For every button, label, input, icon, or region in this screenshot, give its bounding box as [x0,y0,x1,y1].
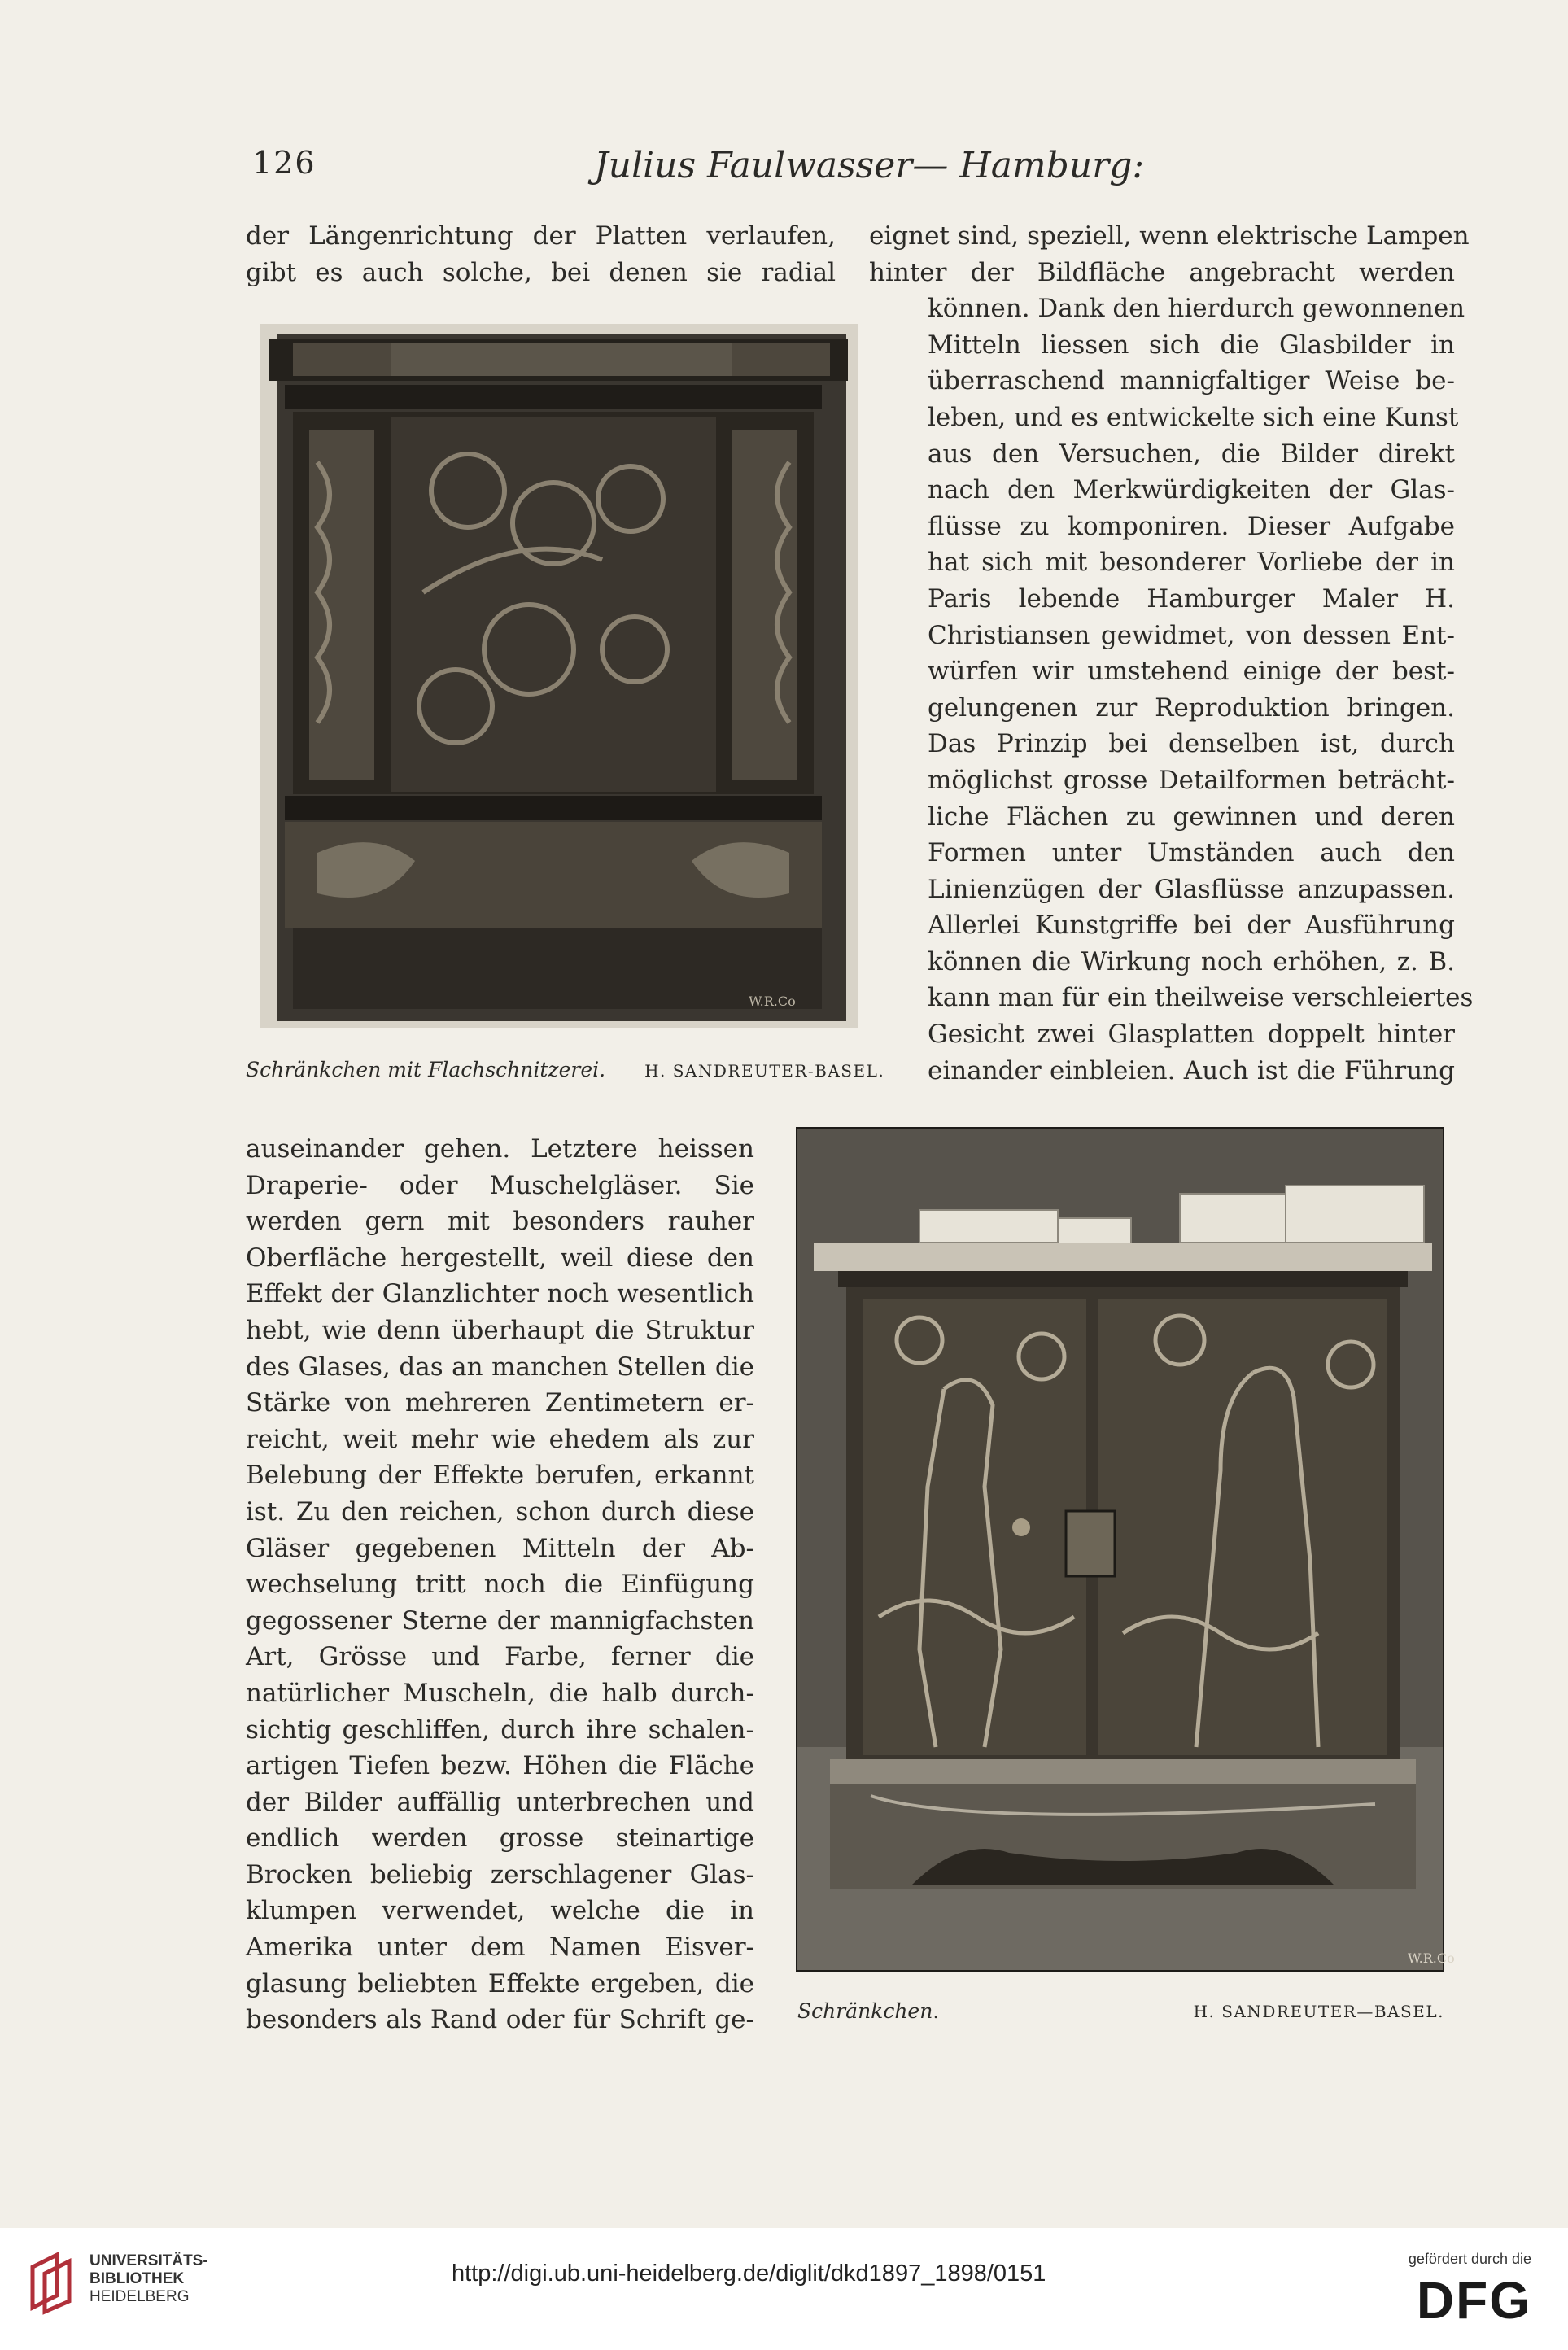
text-line: der Bilder auffällig unterbrechen und [246,1787,754,1817]
text-line: überraschend mannigfaltiger Weise be- [928,366,1455,396]
funding-label: gefördert durch die [1408,2251,1531,2267]
text-line: glasung beliebten Effekte ergeben, die [246,1968,754,1998]
text-line: Belebung der Effekte berufen, erkannt [246,1461,754,1491]
text-line: flüsse zu komponiren. Dieser Aufgabe [928,511,1455,541]
carved-cabinet-illustration [260,324,858,1028]
caption-credit: H. SANDREUTER—BASEL. [1193,2002,1444,2021]
text-line: würfen wir umstehend einige der best- [928,657,1455,687]
text-line: Formen unter Umständen auch den [928,838,1455,868]
text-line: der Längenrichtung der Platten verlaufen, [246,221,836,251]
text-line: des Glases, das an manchen Stellen die [246,1352,754,1382]
text-line: Gesicht zwei Glasplatten doppelt hinter [928,1020,1455,1050]
text-line: Amerika unter dem Namen Eisver- [246,1933,754,1963]
text-line: gelungenen zur Reproduktion bringen. [928,692,1455,723]
text-line: Stärke von mehreren Zentimetern er- [246,1388,754,1418]
library-name [90,2252,208,2306]
page-header [244,145,1465,194]
text-line: klumpen verwendet, welche die in [246,1896,754,1926]
text-line: liche Flächen zu gewinnen und deren [928,802,1455,832]
caption-title: Schränkchen mit Flachschnitzerei. [246,1058,606,1081]
figure-2-caption [797,1999,1444,2023]
text-line: Christiansen gewidmet, von dessen Ent- [928,620,1455,650]
text-line: nach den Merkwürdigkeiten der Glas- [928,475,1455,505]
text-line: besonders als Rand oder für Schrift ge- [246,2005,754,2035]
text-line: hat sich mit besonderer Vorliebe der in [928,548,1455,578]
right-column-text [869,218,1474,1089]
text-line: artigen Tiefen bezw. Höhen die Fläche [246,1751,754,1781]
text-line: aus den Versuchen, die Bilder direkt [928,439,1455,469]
text-line: Allerlei Kunstgriffe bei der Ausführung [928,911,1455,941]
text-line: Effekt der Glanzlichter noch wesentlich [246,1279,754,1309]
text-line: werden gern mit besonders rauher [246,1207,754,1237]
text-line: gibt es auch solche, bei denen sie radial [246,257,836,287]
library-name-line: BIBLIOTHEK [90,2270,185,2287]
text-line: Linienzügen der Glasflüsse anzupassen. [928,874,1455,904]
text-line: können. Dank den hierdurch gewonnenen [928,294,1465,324]
left-column-top [246,218,836,290]
cabinet-photo-2 [796,1127,1455,1972]
text-line: Art, Grösse und Farbe, ferner die [246,1642,754,1672]
left-column-bottom [246,1131,754,2038]
text-line: kann man für ein theilweise verschleiertes [928,983,1474,1013]
text-line: auseinander gehen. Letztere heissen [246,1134,754,1164]
page-number: 126 [252,145,317,181]
text-line: sichtig geschliffen, durch ihre schalen- [246,1714,754,1745]
cabinet-photo-1 [260,324,858,1028]
library-logo [24,2251,212,2316]
library-name-line: UNIVERSITÄTS- [90,2252,208,2269]
caption-title: Schränkchen. [797,1999,940,2023]
text-line: endlich werden grosse steinartige [246,1824,754,1854]
text-line: ist. Zu den reichen, schon durch diese [246,1496,754,1527]
two-door-cabinet-illustration [797,1129,1455,1970]
figure-1-caption [246,1058,884,1081]
text-line: Das Prinzip bei denselben ist, durch [928,729,1455,759]
monogram: W.R.Co [749,994,796,1009]
text-line: Paris lebende Hamburger Maler H. [928,583,1455,614]
permalink[interactable]: http://digi.ub.uni-heidelberg.de/diglit/dkd1897_1898/0151 [452,2260,1046,2287]
text-line: wechselung tritt noch die Einfügung [246,1570,754,1600]
text-line: Draperie- oder Muschelgläser. Sie [246,1170,754,1200]
caption-credit: H. SANDREUTER-BASEL. [644,1061,885,1081]
text-line: natürlicher Muscheln, die halb durch- [246,1678,754,1708]
text-line: Mitteln liessen sich die Glasbilder in [928,330,1455,360]
text-line: Oberfläche hergestellt, weil diese den [246,1243,754,1273]
library-logo-icon [24,2251,81,2316]
text-line: leben, und es entwickelte sich eine Kunst [928,402,1459,432]
text-line: eignet sind, speziell, wenn elektrische Lampen [869,221,1470,251]
running-head: Julius Faulwasser— Hamburg: [594,145,1145,186]
text-line: gegossener Sterne der mannigfachsten [246,1605,754,1636]
funder-logo: DFG [1416,2271,1531,2330]
text-line: Brocken beliebig zerschlagener Glas- [246,1859,754,1889]
text-line: Gläser gegebenen Mitteln der Ab- [246,1533,754,1563]
text-line: hebt, wie denn überhaupt die Struktur [246,1315,754,1345]
text-line: hinter der Bildfläche angebracht werden [869,257,1455,287]
text-line: reicht, weit mehr wie ehedem als zur [246,1424,754,1454]
monogram: W.R.Co [1408,1950,1455,1966]
text-line: können die Wirkung noch erhöhen, z. B. [928,946,1455,976]
digitization-footer [0,2228,1568,2350]
library-name-line: HEIDELBERG [90,2288,190,2305]
text-line: möglichst grosse Detailformen beträcht- [928,765,1455,795]
text-line: einander einbleien. Auch ist die Führung [928,1055,1455,1085]
